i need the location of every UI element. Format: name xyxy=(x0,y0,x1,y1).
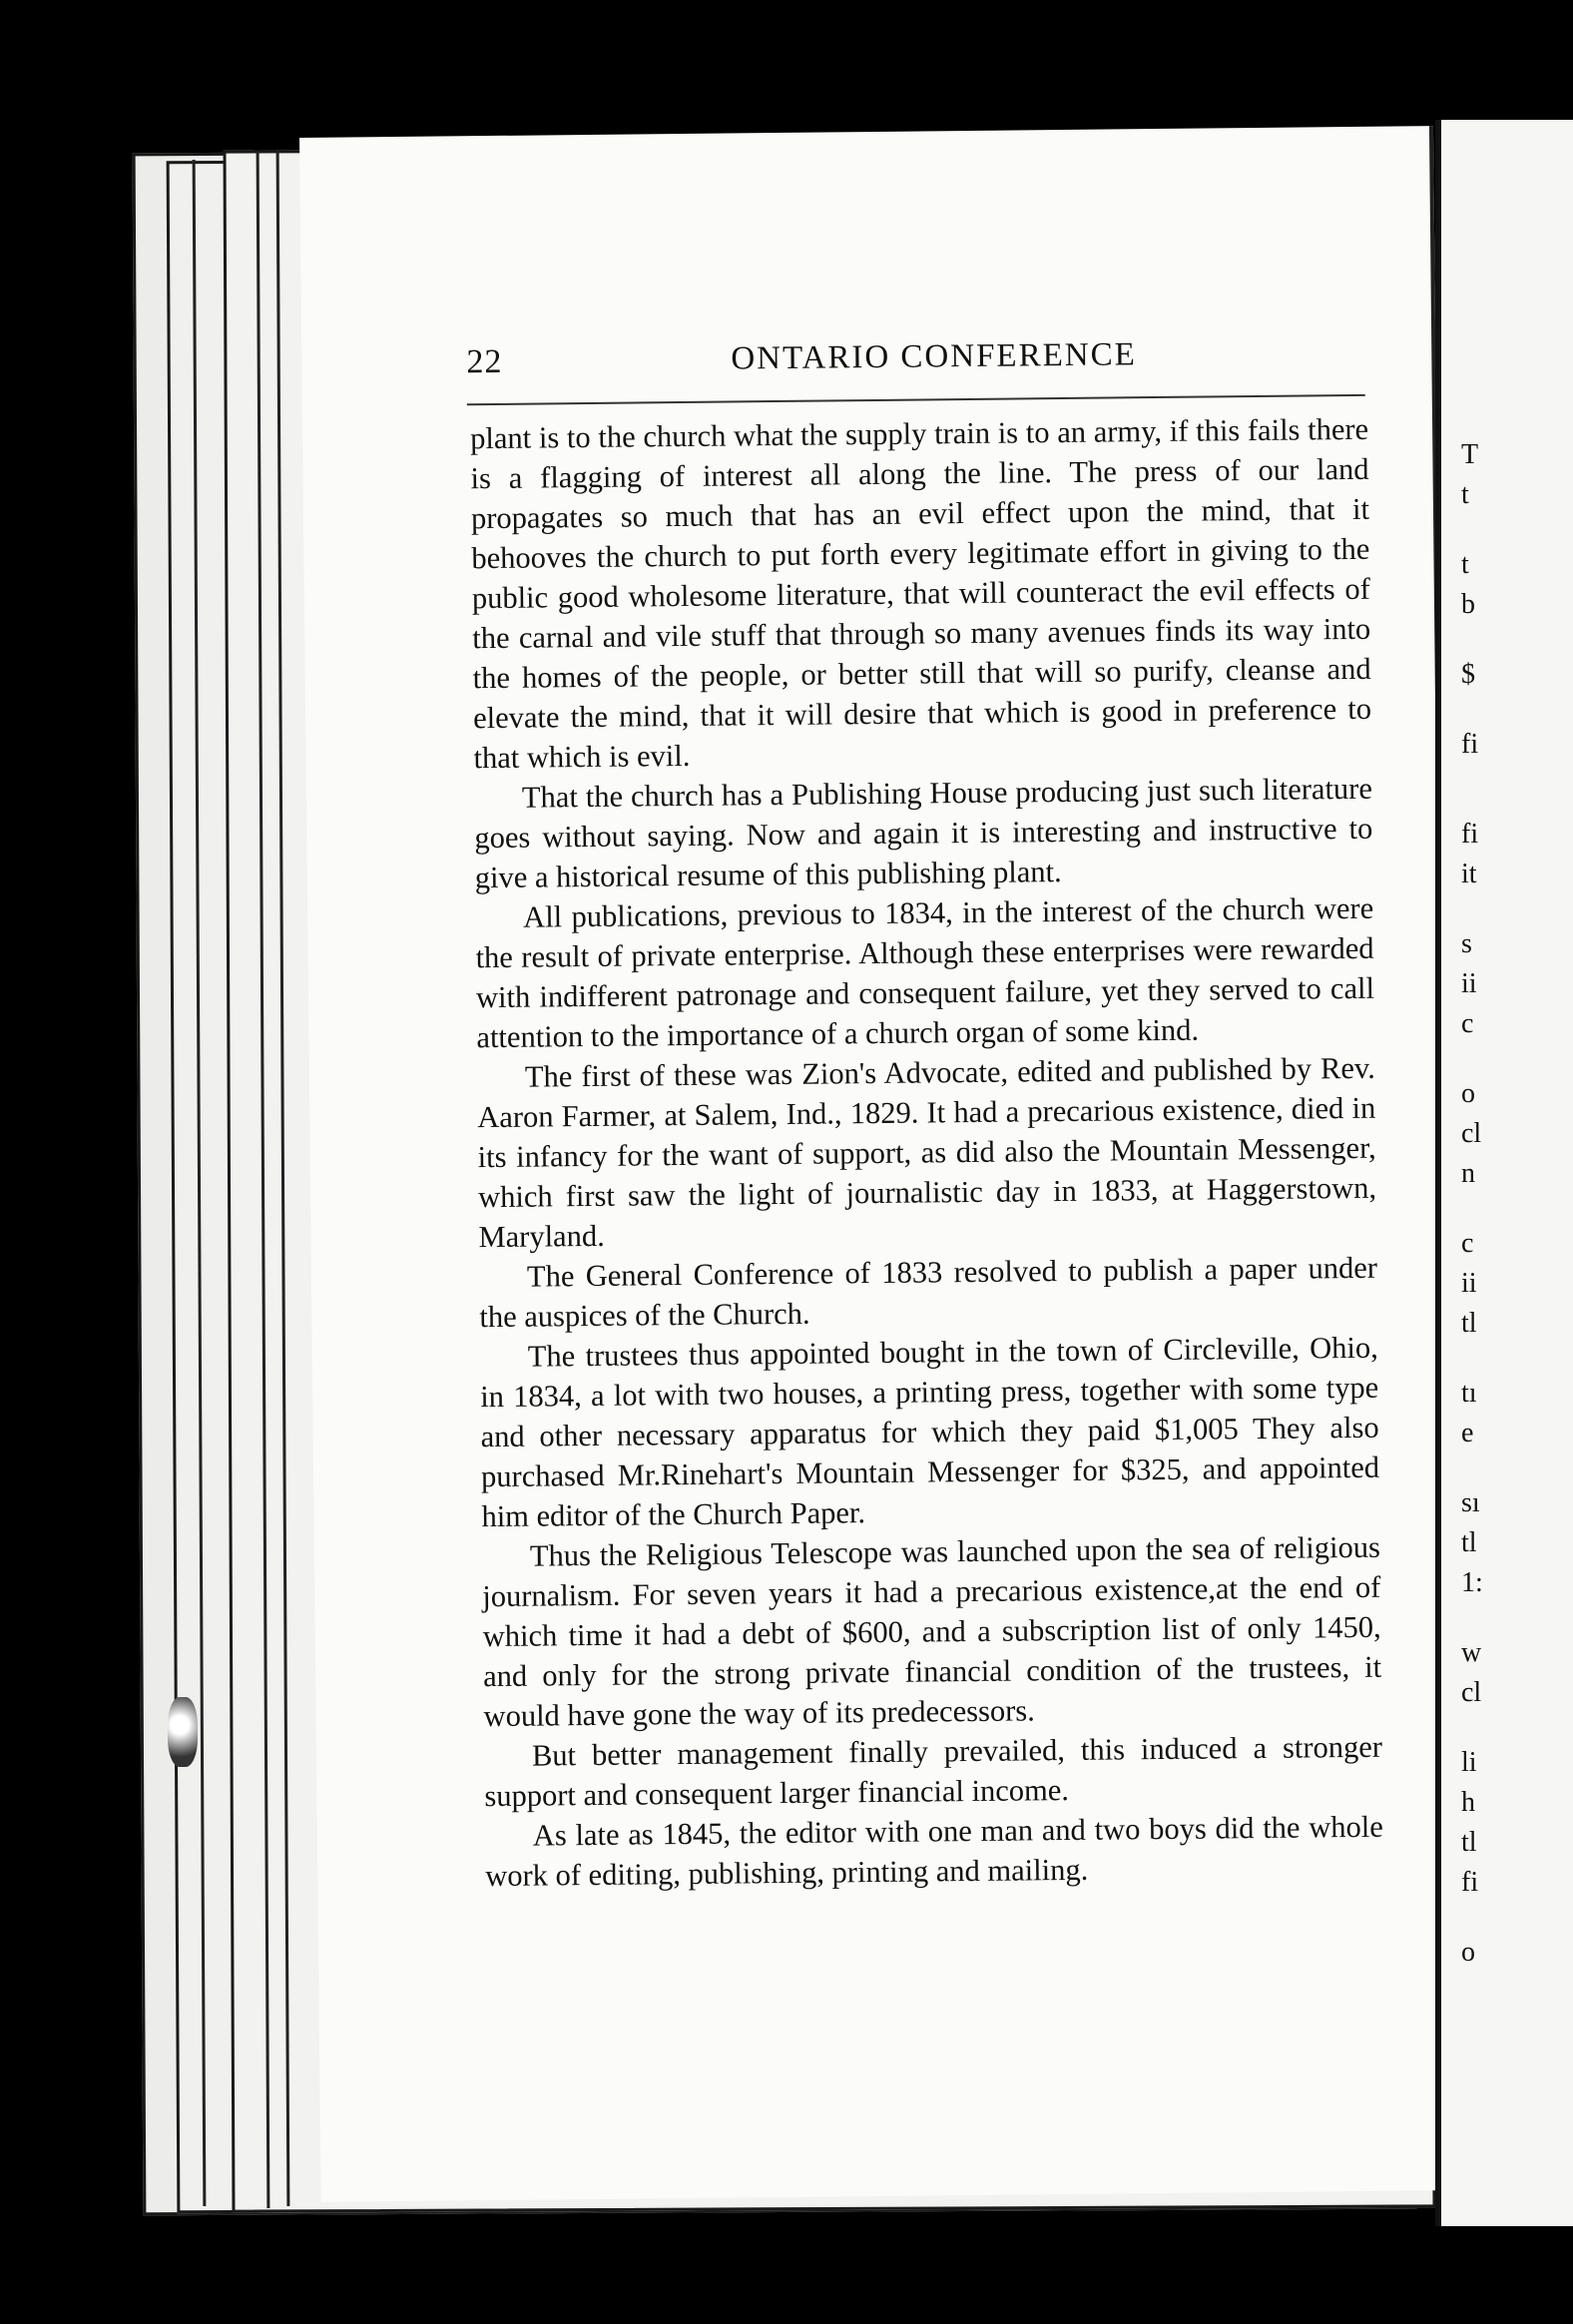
paragraph: That the church has a Publishing House producing just such literature goes without saying. Now and again it is interesting and instructive to give a historical resume of this publishing plant. xyxy=(474,771,1373,895)
next-page-fragment: fi xyxy=(1461,819,1479,850)
paragraph: The General Conference of 1833 resolved to publish a paper under the auspices of the Church. xyxy=(479,1250,1378,1335)
next-page-fragment: ii xyxy=(1461,968,1477,999)
next-page-fragment: t xyxy=(1461,549,1469,580)
next-page-fragment: h xyxy=(1461,1787,1475,1818)
next-page-fragment: w xyxy=(1461,1637,1482,1668)
next-page-fragment: cl xyxy=(1461,1118,1482,1149)
next-page-fragment: cl xyxy=(1461,1677,1482,1708)
next-page-fragment: fi xyxy=(1461,1867,1479,1898)
next-page-fragment: t xyxy=(1461,479,1469,510)
next-page-fragment: o xyxy=(1461,1078,1475,1109)
next-page-fragment: tl xyxy=(1461,1827,1477,1858)
body-text xyxy=(470,409,1383,1896)
next-page-fragment: b xyxy=(1461,589,1475,620)
next-page-fragment: $ xyxy=(1461,659,1475,690)
paragraph: But better management finally prevailed, this induced a stronger support and consequent larger financial income. xyxy=(484,1729,1383,1814)
paragraph: All publications, previous to 1834, in the interest of the church were the result of private enterprise. Although these enterprises were rewarded with indifferent patronage and consequent failure, yet they served to call attention to the importance of a church organ of some kind. xyxy=(475,890,1375,1055)
adjacent-page-strip xyxy=(1435,120,1573,2226)
next-page-fragment: c xyxy=(1461,1008,1474,1039)
next-page-fragment: e xyxy=(1461,1418,1474,1449)
next-page-fragment: it xyxy=(1461,859,1477,889)
next-page-fragment: tl xyxy=(1461,1308,1477,1339)
next-page-fragment: 1: xyxy=(1461,1567,1483,1598)
page-header xyxy=(466,334,1365,403)
next-page-fragment: sı xyxy=(1461,1487,1480,1518)
next-page-fragment: fi xyxy=(1461,729,1479,760)
paragraph: Thus the Religious Telescope was launched upon the sea of religious journalism. For seven years it had a precarious existence,at the end of which time it had a debt of $600, and a subscription list of only 1450, and only for the strong private financial condition of the trustees, it would have gone the way of its predecessors. xyxy=(482,1529,1382,1734)
next-page-fragment: tl xyxy=(1461,1527,1477,1558)
next-page-fragment: n xyxy=(1461,1158,1475,1189)
next-page-fragment: li xyxy=(1461,1747,1477,1778)
next-page-fragment: s xyxy=(1461,928,1472,959)
page-number: 22 xyxy=(466,342,503,381)
next-page-fragment: T xyxy=(1461,439,1479,470)
next-page-fragment: c xyxy=(1461,1228,1474,1259)
next-page-fragment: o xyxy=(1461,1937,1475,1968)
next-page-fragment: ii xyxy=(1461,1268,1477,1299)
paragraph: As late as 1845, the editor with one man and two boys did the whole work of editing, publishing, printing and mailing. xyxy=(485,1809,1383,1894)
binding-thread-knot xyxy=(168,1697,198,1767)
running-head: ONTARIO CONFERENCE xyxy=(731,336,1137,377)
paragraph: The first of these was Zion's Advocate, edited and published by Rev. Aaron Farmer, at Salem, Ind., 1829. It had a precarious existence, died in its infancy for the want of support, as did also the Mountain Messenger, which first saw the light of journalistic day in 1833, at Haggerstown, Maryland. xyxy=(477,1050,1377,1255)
paragraph: plant is to the church what the supply train is to an army, if this fails there is a flagging of interest all along the line. The press of our land propagates so much that has an evil effect upon the mind, that it behooves the church to put forth every legitimate effort in giving to the public good wholesome literature, that will counteract the evil effects of the carnal and vile stuff that through so many avenues finds its way into the homes of the people, or better still that will so purify, cleanse and elevate the mind, that it will desire that which is good in preference to that which is evil. xyxy=(469,411,1372,776)
book-page xyxy=(299,126,1455,2202)
next-page-fragment: tı xyxy=(1461,1378,1477,1409)
paragraph: The trustees thus appointed bought in the town of Circleville, Ohio, in 1834, a lot with two houses, a printing press, together with some type and other necessary apparatus for which they paid $1,005 They also purchased Mr.Rinehart's Mountain Messenger for $325, and appointed him editor of the Church Paper. xyxy=(480,1330,1380,1534)
